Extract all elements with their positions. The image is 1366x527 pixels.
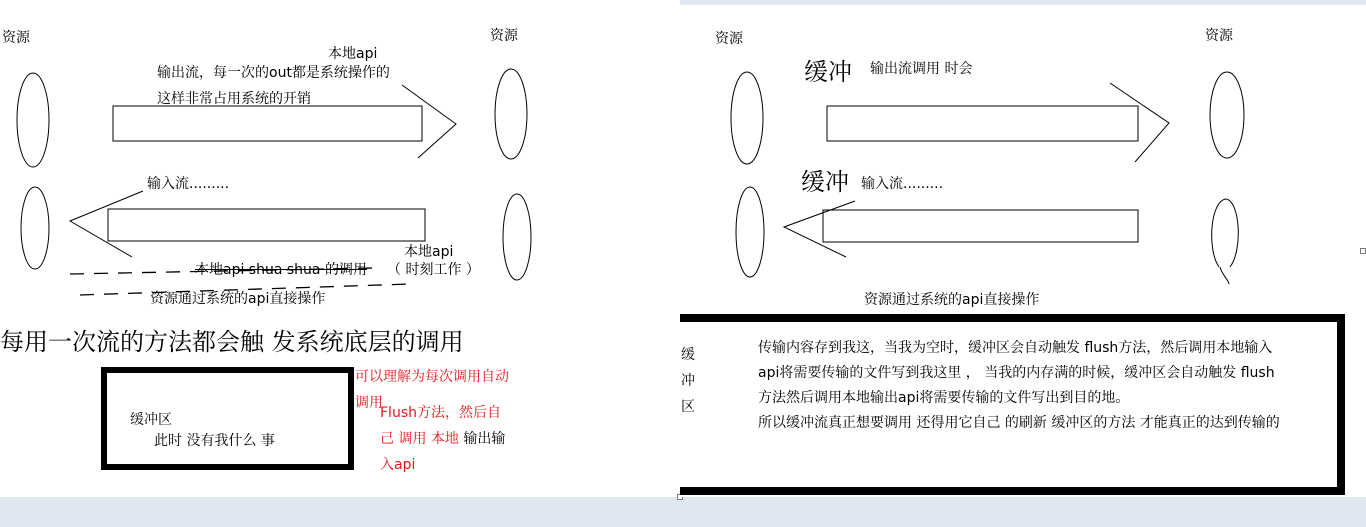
output-stream-label: 输出流调用 时会 (870, 61, 973, 77)
red-note-flush-line: Flush方法，然后自 (380, 405, 501, 421)
resource-label-left: 资源 (715, 31, 743, 47)
output-arrow-head (402, 85, 456, 158)
black-note-tail: 输出输 (463, 431, 506, 447)
resource-ellipse-top-left (17, 73, 49, 167)
left-canvas (0, 0, 680, 497)
explanation-line: 传输内容存到我这，当我为空时，缓冲区会自动触发 flush方法，然后调用本地输入 (758, 340, 1273, 356)
always-working-label: （ 时刻工作 ） (387, 262, 480, 278)
input-arrow-head (70, 191, 143, 257)
output-stream-bar (827, 106, 1138, 141)
input-arrow-head (784, 201, 855, 257)
red-note-flush-end: 入api (380, 457, 416, 473)
output-stream-bar (113, 106, 422, 141)
resource-ellipse-top-right (1210, 72, 1244, 158)
resource-label-left: 资源 (2, 30, 30, 46)
red-note-flush-line-mixed (380, 426, 505, 452)
api-label-top: 本地api (328, 46, 378, 62)
red-note-flush (380, 400, 505, 478)
input-stream-label: 输入流......... (147, 176, 230, 192)
resize-handle-right[interactable] (1360, 248, 1366, 254)
buffer-explanation-text (758, 336, 1280, 436)
input-stream-label: 输入流......... (861, 176, 944, 192)
resource-ellipse-bottom-right (1212, 199, 1239, 284)
resource-ellipse-top-right (495, 69, 527, 159)
resource-ellipse-bottom-right (503, 194, 531, 280)
output-stream-note-line2: 这样非常占用系统的开销 (157, 91, 311, 107)
right-canvas (680, 5, 1366, 497)
red-note-auto-call-line: 调用 (355, 395, 383, 411)
red-note-flush-red-part: 己 调用 本地 (380, 431, 459, 447)
input-stream-bar (823, 210, 1138, 242)
resource-ellipse-bottom-left (736, 187, 764, 277)
resource-ellipse-top-left (731, 72, 763, 164)
api-direct-label: 资源通过系统的api直接操作 (150, 291, 326, 307)
buffer-box-note: 此时 没有我什么 事 (154, 433, 275, 449)
buffer-vertical-label: 缓冲区 (681, 347, 695, 415)
buffer-big-label-bottom: 缓冲 (801, 168, 849, 196)
system-call-heading: 每用一次流的方法都会触 发系统底层的调用 (0, 328, 464, 356)
input-stream-bar (108, 209, 425, 241)
resource-label-right: 资源 (1205, 28, 1233, 44)
output-arrow-head (1110, 83, 1169, 162)
output-stream-note-line1: 输出流，每一次的out都是系统操作的 (157, 65, 390, 81)
resource-label-right: 资源 (490, 28, 518, 44)
api-shua-call-label: 本地api shua shua 的调用 (195, 262, 367, 278)
resource-ellipse-bottom-left (21, 187, 49, 269)
red-note-auto-call-line: 可以理解为每次调用自动 (355, 369, 509, 385)
explanation-line: api将需要传输的文件写到我这里 ， 当我的内存满的时候，缓冲区会自动触发 flush (758, 365, 1275, 381)
explanation-line: 方法然后调用本地输出api将需要传输的文件写出到目的地。 (758, 390, 1130, 406)
explanation-line: 所以缓冲流真正想要调用 还得用它自己 的刷新 缓冲区的方法 才能真正的达到传输的 (758, 415, 1280, 431)
api-direct-label: 资源通过系统的api直接操作 (864, 292, 1040, 308)
buffer-big-label-top: 缓冲 (804, 58, 852, 86)
buffer-box-title: 缓冲区 (130, 412, 172, 428)
api-label-bottom: 本地api (404, 244, 454, 260)
